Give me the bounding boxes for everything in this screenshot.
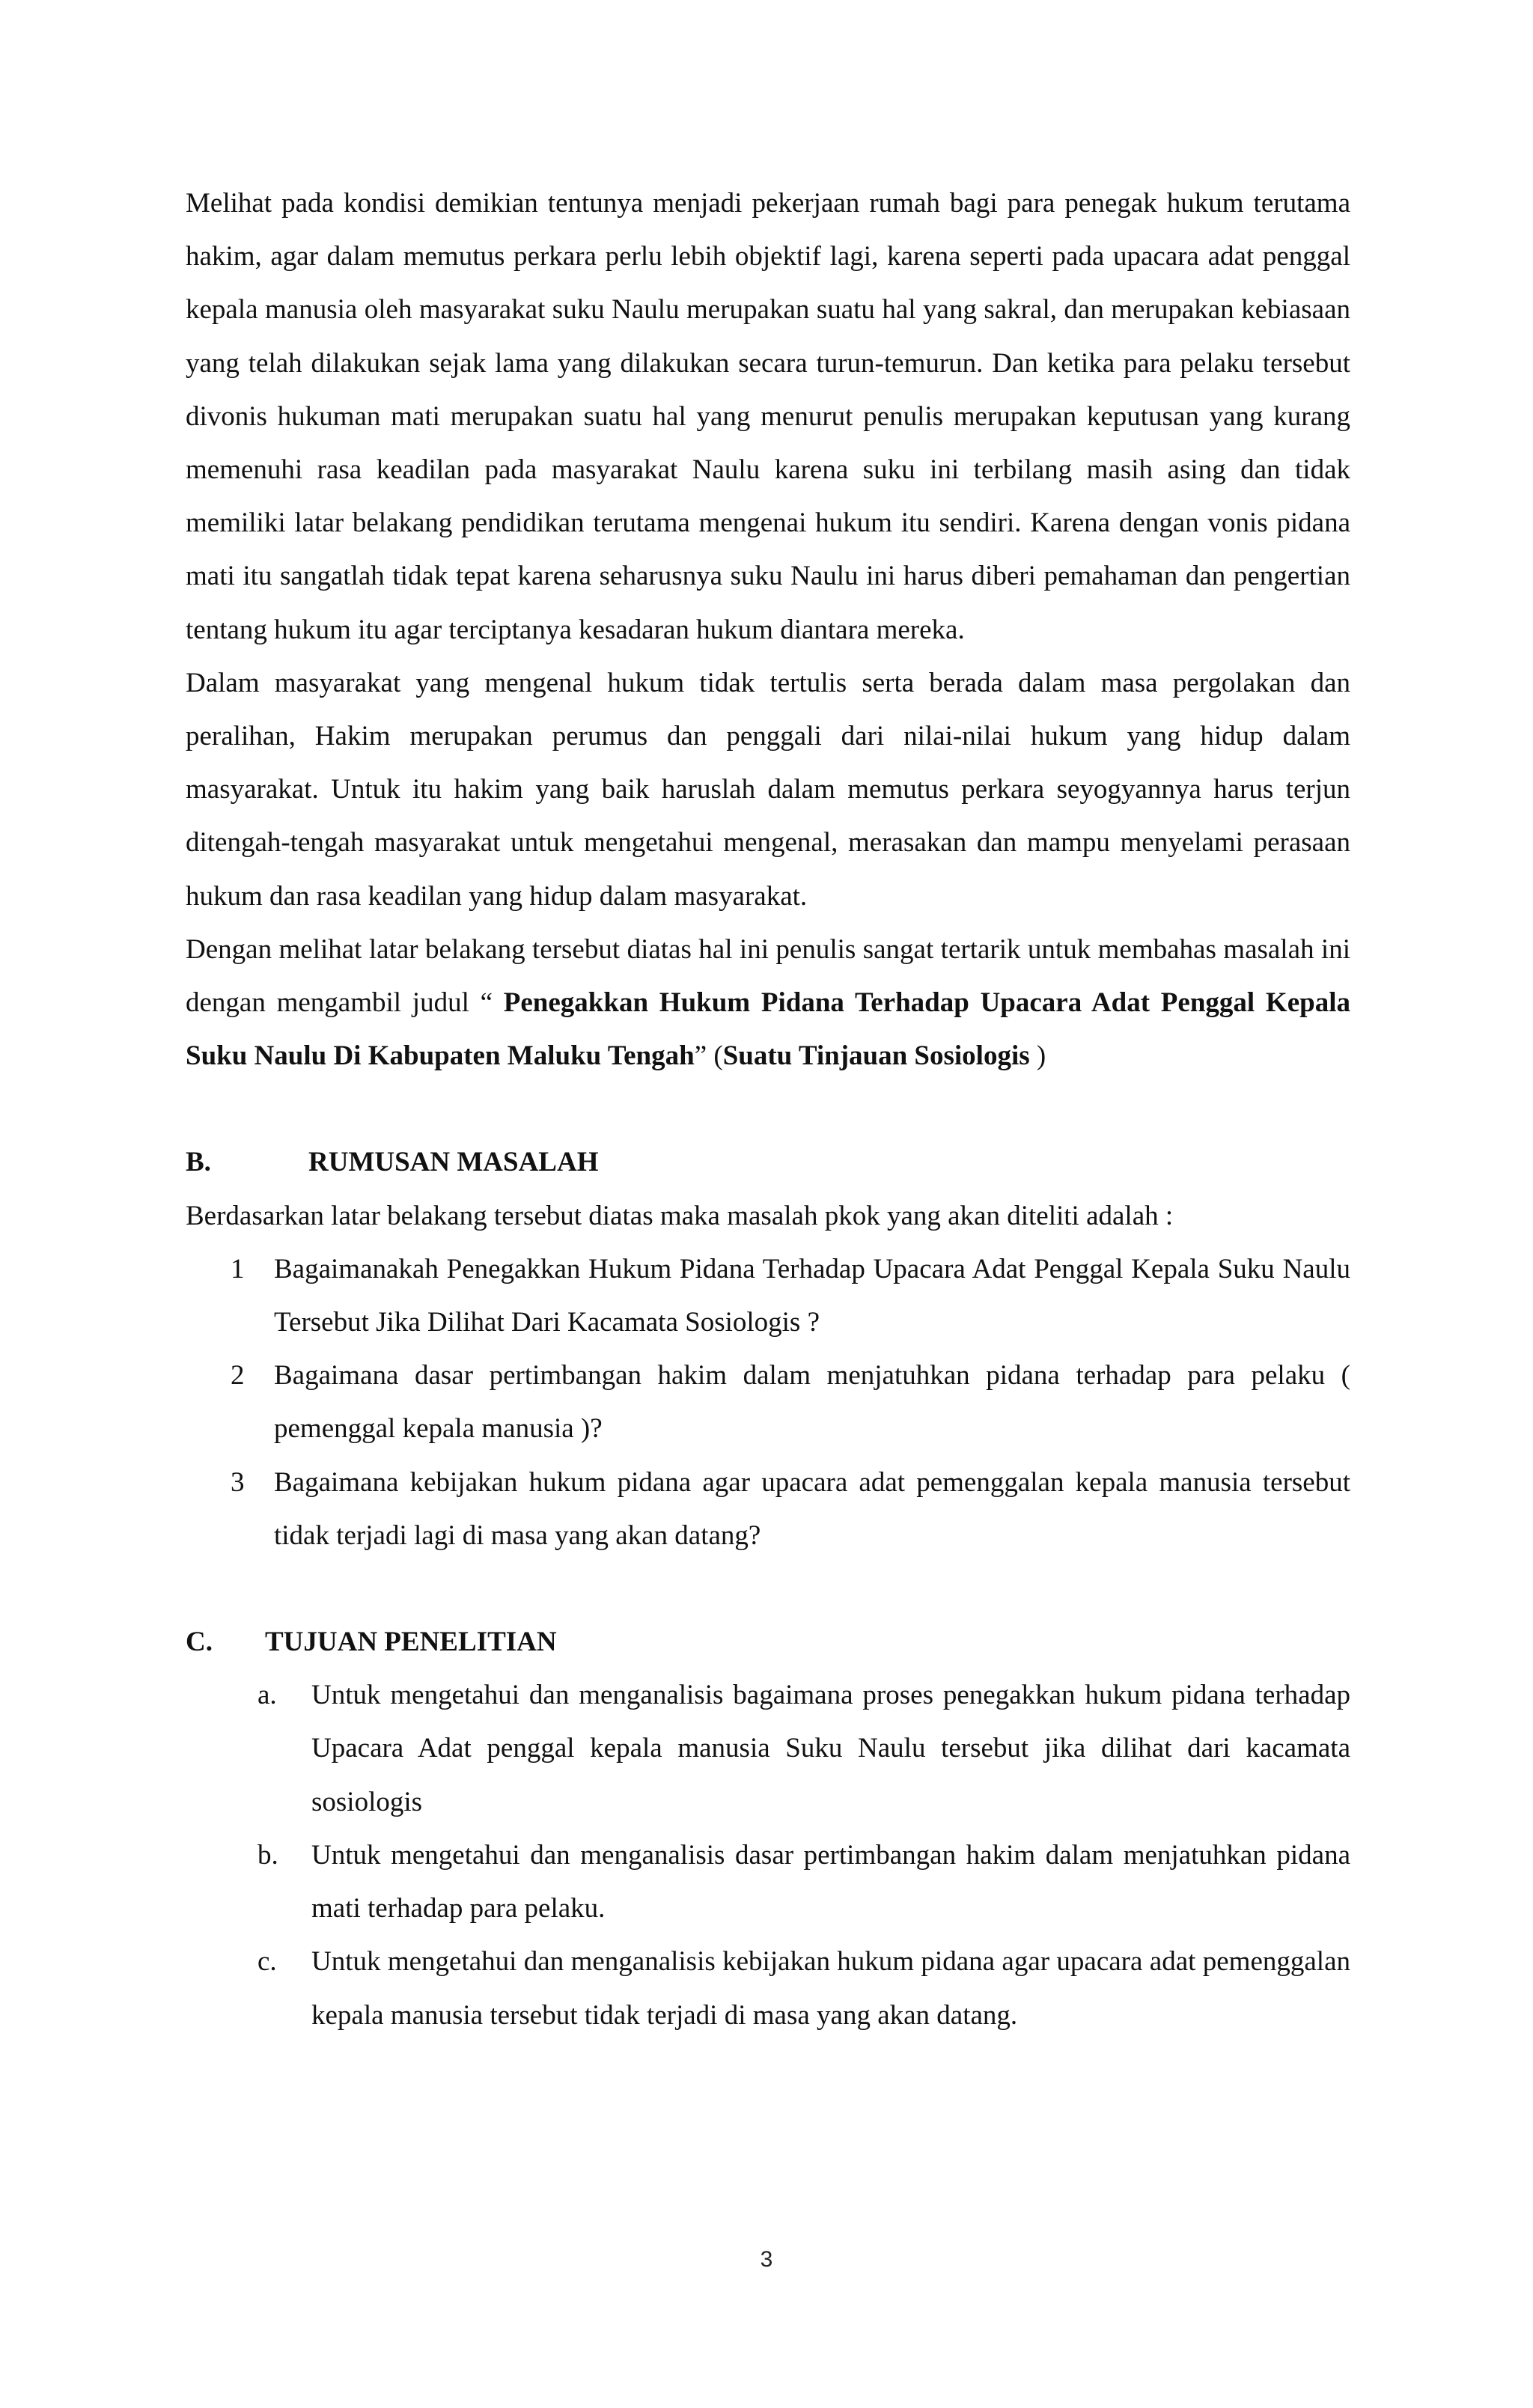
problem-list bbox=[186, 1243, 1350, 1562]
thesis-title: Penegakkan Hukum Pidana Terhadap Upacara Adat Penggal Kepala Suku Naulu Di Kabupaten Maluku Tengah bbox=[186, 987, 1350, 1072]
list-text: Untuk mengetahui dan menganalisis kebijakan hukum pidana agar upacara adat pemenggalan kepala manusia tersebut tidak terjadi di masa yang akan datang. bbox=[311, 1946, 1350, 2031]
objective-list bbox=[186, 1668, 1350, 2041]
list-text: Bagaimanakah Penegakkan Hukum Pidana Terhadap Upacara Adat Penggal Kepala Suku Naulu Tersebut Jika Dilihat Dari Kacamata Sosiologis ? bbox=[274, 1253, 1350, 1338]
paragraph-1: Melihat pada kondisi demikian tentunya menjadi pekerjaan rumah bagi para penegak hukum terutama hakim, agar dalam memutus perkara perlu lebih objektif lagi, karena seperti pada upacara adat penggal kepala manusia oleh masyarakat suku Naulu merupakan suatu hal yang sakral, dan merupakan kebiasaan yang telah dilakukan sejak lama yang dilakukan secara turun-temurun. Dan ketika para pelaku tersebut divonis hukuman mati merupakan suatu hal yang menurut penulis merupakan keputusan yang kurang memenuhi rasa keadilan pada masyarakat Naulu karena suku ini terbilang masih asing dan tidak memiliki latar belakang pendidikan terutama mengenai hukum itu sendiri. Karena dengan vonis pidana mati itu sangatlah tidak tepat karena seharusnya suku Naulu ini harus diberi pemahaman dan pengertian tentang hukum itu agar terciptanya kesadaran hukum diantara mereka. bbox=[186, 188, 1350, 645]
list-item bbox=[186, 1935, 1350, 2041]
paragraph-3-mid: ” ( bbox=[694, 1040, 723, 1072]
section-gap bbox=[186, 1562, 1350, 1615]
list-item bbox=[186, 1243, 1350, 1349]
list-item bbox=[186, 1668, 1350, 1829]
section-c-title: TUJUAN PENELITIAN bbox=[265, 1627, 557, 1658]
section-b-title: RUMUSAN MASALAH bbox=[308, 1147, 599, 1178]
list-marker: 1 bbox=[231, 1253, 245, 1284]
list-marker: 2 bbox=[231, 1360, 245, 1392]
section-c-label: C. bbox=[186, 1627, 213, 1658]
paragraph-2: Dalam masyarakat yang mengenal hukum tidak tertulis serta berada dalam masa pergolakan dan peralihan, Hakim merupakan perumus dan penggali dari nilai-nilai hukum yang hidup dalam masyarakat. Untuk itu hakim yang baik haruslah dalam memutus perkara seyogyannya harus terjun ditengah-tengah masyarakat untuk mengetahui mengenal, merasakan dan mampu menyelami perasaan hukum dan rasa keadilan yang hidup dalam masyarakat. bbox=[186, 667, 1350, 912]
list-text: Untuk mengetahui dan menganalisis bagaimana proses penegakkan hukum pidana terhadap Upacara Adat penggal kepala manusia Suku Naulu tersebut jika dilihat dari kacamata sosiologis bbox=[311, 1680, 1350, 1817]
list-marker: b. bbox=[257, 1839, 278, 1871]
paragraph-3 bbox=[186, 923, 1350, 1083]
section-b-heading bbox=[186, 1136, 1350, 1189]
section-gap bbox=[186, 1082, 1350, 1136]
section-c-heading bbox=[186, 1615, 1350, 1668]
list-marker: a. bbox=[257, 1680, 277, 1711]
paragraph-3-start: Dengan melihat latar belakang tersebut diatas hal ini penulis sangat tertarik untuk membahas masalah ini dengan mengambil judul “ bbox=[186, 933, 1350, 1019]
list-item bbox=[186, 1456, 1350, 1562]
paragraph-3-end: ) bbox=[1029, 1040, 1046, 1072]
list-text: Untuk mengetahui dan menganalisis dasar pertimbangan hakim dalam menjatuhkan pidana mati terhadap para pelaku. bbox=[311, 1839, 1350, 1924]
list-text: Bagaimana dasar pertimbangan hakim dalam menjatuhkan pidana terhadap para pelaku ( pemenggal kepala manusia )? bbox=[274, 1360, 1350, 1445]
thesis-subtitle: Suatu Tinjauan Sosiologis bbox=[722, 1040, 1030, 1072]
section-b-intro: Berdasarkan latar belakang tersebut diatas maka masalah pkok yang akan diteliti adalah : bbox=[186, 1200, 1174, 1231]
document-page bbox=[186, 177, 1350, 2042]
page-number: 3 bbox=[760, 2247, 773, 2272]
section-b-label: B. bbox=[186, 1147, 211, 1178]
list-marker: 3 bbox=[231, 1466, 245, 1498]
list-item bbox=[186, 1349, 1350, 1455]
list-text: Bagaimana kebijakan hukum pidana agar upacara adat pemenggalan kepala manusia tersebut tidak terjadi lagi di masa yang akan datang? bbox=[274, 1466, 1350, 1551]
list-item bbox=[186, 1829, 1350, 1935]
list-marker: c. bbox=[257, 1946, 277, 1978]
